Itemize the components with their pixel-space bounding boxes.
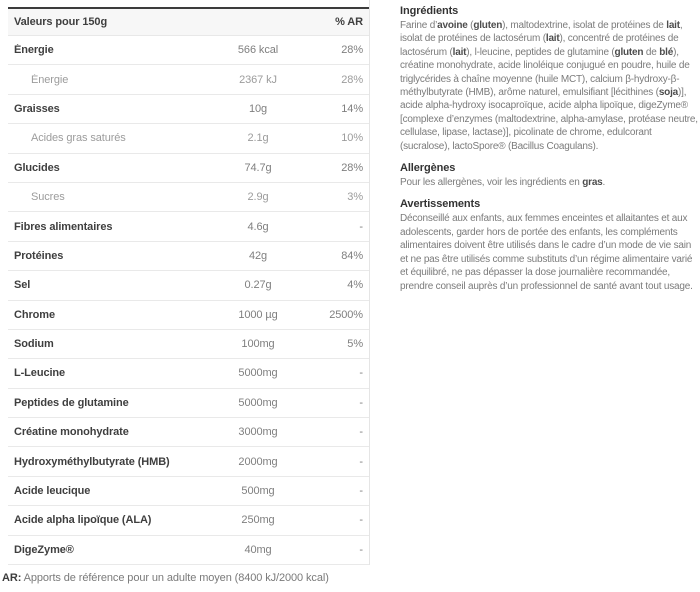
row-pct: - xyxy=(359,543,363,556)
row-pct: - xyxy=(359,367,363,380)
table-header-row xyxy=(8,9,369,36)
table-footnote: AR: Apports de référence pour un adulte moyen (8400 kJ/2000 kcal) xyxy=(2,572,329,584)
table-row xyxy=(8,301,369,330)
table-row xyxy=(8,65,369,94)
row-label: Fibres alimentaires xyxy=(14,220,113,233)
row-pct: 84% xyxy=(341,249,363,262)
info-section xyxy=(400,162,698,189)
row-value: 42g xyxy=(248,249,268,262)
row-label: Sel xyxy=(14,279,31,292)
row-label: Hydroxyméthylbutyrate (HMB) xyxy=(14,455,170,468)
row-value: 2.9g xyxy=(247,191,269,204)
table-row xyxy=(8,124,369,153)
section-paragraph: Déconseillé aux enfants, aux femmes enceintes et allaitantes et aux adolescents, garder hors de portée des enfants, les compléments alimentaires doivent être utilisés dans le cadre d’un mode de vie sain et ne pas être utilisés comme substituts d’un régime alimentaire varié et équilibré, ne pas dépasser la dose journalière recommandée, prendre conseil auprès d’un professionnel de santé avant tout usage. xyxy=(400,213,693,292)
row-pct: - xyxy=(359,396,363,409)
row-label: Acide leucique xyxy=(14,485,91,498)
table-row xyxy=(8,536,369,565)
row-pct: 28% xyxy=(341,73,363,86)
nutrition-table xyxy=(8,7,369,565)
row-label: Acide alpha lipoïque (ALA) xyxy=(14,514,152,527)
row-label: Peptides de glutamine xyxy=(14,396,129,409)
row-value: 250mg xyxy=(241,514,275,527)
row-pct: 4% xyxy=(347,279,363,292)
table-row xyxy=(8,212,369,241)
table-row xyxy=(8,389,369,418)
row-value: 0.27g xyxy=(244,279,272,292)
row-pct: 28% xyxy=(341,44,363,57)
row-value: 2.1g xyxy=(247,132,269,145)
info-section xyxy=(400,5,698,153)
row-pct: 28% xyxy=(341,161,363,174)
row-pct: 2500% xyxy=(329,308,363,321)
row-label: Énergie xyxy=(14,44,54,57)
table-row xyxy=(8,506,369,535)
info-panel xyxy=(400,5,698,302)
row-label: DigeZyme® xyxy=(14,543,74,556)
row-label: L-Leucine xyxy=(14,367,66,380)
section-paragraph: Farine d’avoine (gluten), maltodextrine, isolat de protéines de lait, isolat de protéines de lactosérum (lait), concentré de protéines de lactosérum (lait), l-leucine, peptides de glutamine (gluten de blé), créatine monohydrate, acide linoléique conjugué en poudre, huile de triglycérides à chaîne moyenne (huile MCT), calcium β-hydroxy-β-méthylbutyrate (HMB), arôme naturel, emulsifiant [lécithines (soja)], acide alpha-hydroxy isocaproïque, acide alpha lipoïque, digeZyme® [complexe d’enzymes (maltodextrine, alpha-amylase, protéase neutre, cellulase, lipase, lactase)], picolinate de chrome, edulcorant (sucralose), lactoSpore® (Bacillus Coagulans). xyxy=(400,20,698,152)
table-row xyxy=(8,418,369,447)
row-value: 74.7g xyxy=(244,161,272,174)
row-pct: - xyxy=(359,514,363,527)
table-row xyxy=(8,95,369,124)
row-pct: 5% xyxy=(347,338,363,351)
row-label: Créatine monohydrate xyxy=(14,426,129,439)
row-value: 566 kcal xyxy=(237,44,279,57)
table-row xyxy=(8,447,369,476)
row-label: Énergie xyxy=(31,73,69,86)
row-value: 500mg xyxy=(241,485,275,498)
table-row xyxy=(8,154,369,183)
header-label: Valeurs pour 150g xyxy=(14,16,108,28)
row-value: 5000mg xyxy=(238,367,278,380)
table-row xyxy=(8,183,369,212)
row-label: Sodium xyxy=(14,338,54,351)
section-paragraph: Pour les allergènes, voir les ingrédients en gras. xyxy=(400,177,606,189)
row-pct: 14% xyxy=(341,102,363,115)
row-value: 3000mg xyxy=(238,426,278,439)
section-title: Ingrédients xyxy=(400,5,459,17)
row-value: 4.6g xyxy=(247,220,269,233)
section-title: Avertissements xyxy=(400,198,481,211)
row-label: Glucides xyxy=(14,161,60,174)
table-row xyxy=(8,330,369,359)
row-pct: 10% xyxy=(341,132,363,145)
info-section xyxy=(400,198,698,292)
row-label: Chrome xyxy=(14,308,55,321)
column-divider xyxy=(369,0,370,565)
row-value: 100mg xyxy=(241,338,275,351)
row-pct: - xyxy=(359,426,363,439)
row-label: Protéines xyxy=(14,249,64,262)
header-pct: % AR xyxy=(335,16,363,28)
table-row xyxy=(8,477,369,506)
row-pct: - xyxy=(359,485,363,498)
row-value: 1000 µg xyxy=(238,308,278,321)
row-pct: - xyxy=(359,455,363,468)
table-body xyxy=(8,36,369,565)
row-label: Acides gras saturés xyxy=(31,132,126,145)
table-row xyxy=(8,242,369,271)
row-value: 2000mg xyxy=(238,455,278,468)
row-value: 10g xyxy=(248,102,268,115)
table-row xyxy=(8,271,369,300)
table-row xyxy=(8,36,369,65)
table-row xyxy=(8,359,369,388)
row-label: Graisses xyxy=(14,102,60,115)
row-value: 40mg xyxy=(244,543,272,556)
row-pct: - xyxy=(359,220,363,233)
row-label: Sucres xyxy=(31,191,65,204)
row-pct: 3% xyxy=(347,191,363,204)
row-value: 2367 kJ xyxy=(239,73,277,86)
section-title: Allergènes xyxy=(400,162,456,175)
row-value: 5000mg xyxy=(238,396,278,409)
